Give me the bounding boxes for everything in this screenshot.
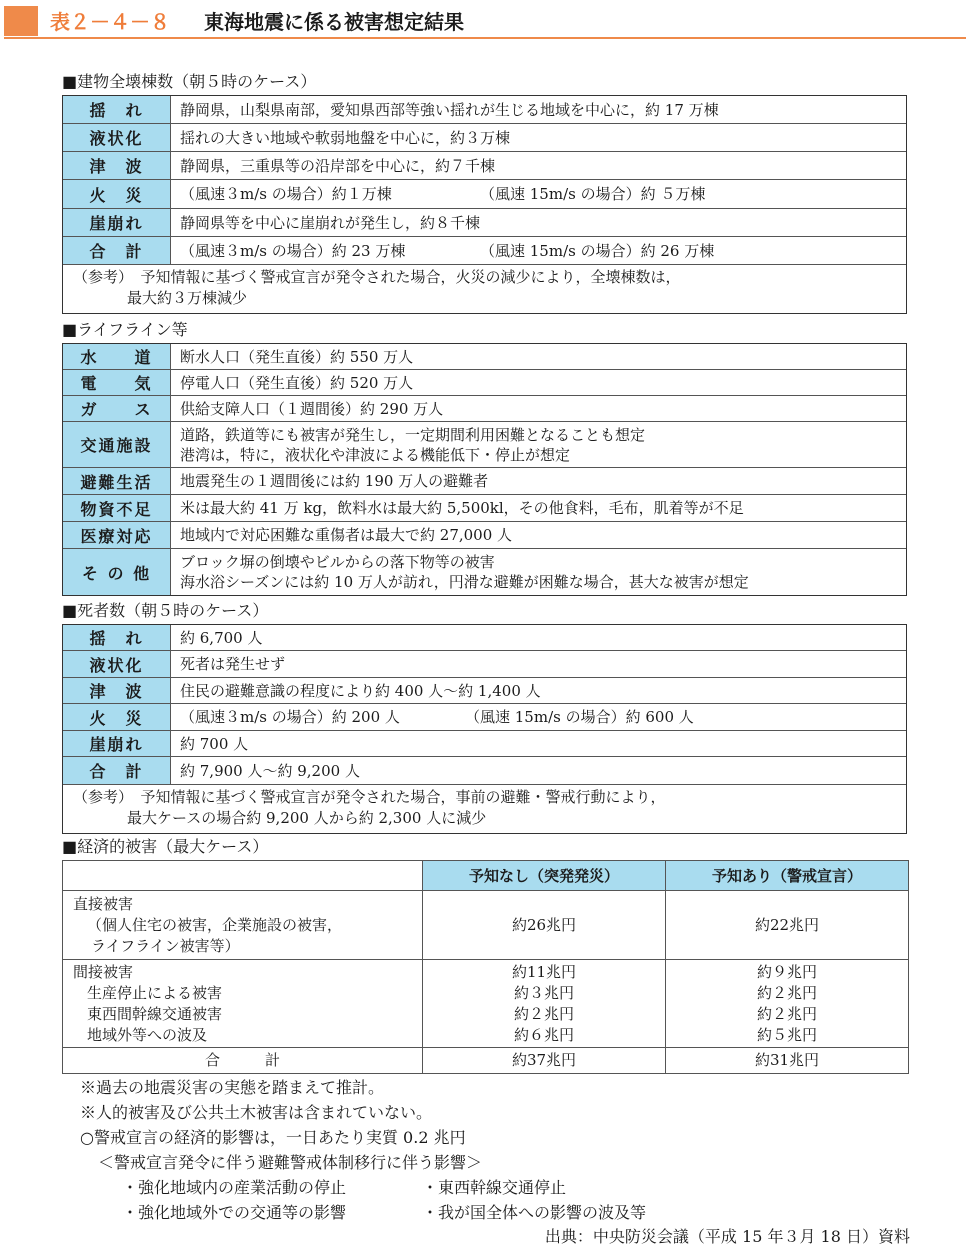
row-label: 津 波 [63, 152, 171, 179]
row-value: 地震発生の１週間後には約 190 万人の避難者 [180, 472, 489, 490]
economic-table [62, 860, 909, 1074]
economic-heading: ■経済的被害（最大ケース） [62, 837, 269, 856]
table-row [63, 152, 906, 180]
table-row [63, 422, 906, 468]
table-row [63, 891, 909, 960]
value-line: 約３兆円 [513, 983, 574, 1002]
row-value: 約 700 人 [180, 734, 249, 753]
row-label: 交通施設 [63, 422, 171, 467]
note-line: 最大約３万棟減少 [127, 289, 248, 307]
value-fast-wind: （風速 15m/s の場合）約 ５万棟 [480, 185, 706, 203]
row-label: 物資不足 [63, 495, 171, 521]
bullet-item: ・強化地域内の産業活動の停止 [122, 1178, 347, 1197]
value-line: 約５兆円 [756, 1025, 817, 1044]
direct-damage-title: 直接被害 [73, 894, 134, 913]
table-row [63, 757, 906, 785]
indirect-item: 東西間幹線交通被害 [87, 1004, 223, 1023]
table-row [63, 468, 906, 495]
title-bar [0, 0, 972, 40]
row-label: 液状化 [63, 124, 171, 151]
note-line: 最大ケースの場合約 9,200 人から約 2,300 人に減少 [127, 809, 487, 827]
value-line: 海水浴シーズンには約 10 万人が訪れ，円滑な避難が困難な場合，甚大な被害が想定 [180, 573, 749, 591]
row-value: 死者は発生せず [180, 655, 286, 673]
row-value [171, 549, 906, 595]
value-cell: 約26兆円 [423, 891, 666, 960]
row-label: 液状化 [63, 651, 171, 677]
total-value: 約37兆円 [423, 1048, 666, 1074]
value-cell [666, 960, 909, 1048]
row-label: 医療対応 [63, 522, 171, 548]
row-label: 火 災 [63, 180, 171, 208]
value-slow-wind: （風速３m/s の場合）約 200 人 [180, 708, 400, 726]
direct-damage-cell [63, 891, 423, 960]
row-value: 停電人口（発生直後）約 520 万人 [180, 373, 414, 392]
value-line: 約２兆円 [756, 983, 817, 1002]
deaths-table [62, 624, 907, 834]
value-line: 約９兆円 [756, 962, 817, 981]
deaths-heading: ■死者数（朝５時のケース） [62, 601, 269, 620]
value-line: 道路，鉄道等にも被害が発生し，一定期間利用困難となることも想定 [180, 425, 646, 444]
value-line: 約２兆円 [756, 1004, 817, 1023]
row-value: 住民の避難意識の程度により約 400 人～約 1,400 人 [180, 681, 541, 700]
table-row [63, 731, 906, 757]
row-label: 崖崩れ [63, 731, 171, 756]
table-row [63, 96, 906, 124]
value-line: 港湾は，特に，液状化や津波による機能低下・停止が想定 [180, 445, 571, 464]
row-label: 避難生活 [63, 468, 171, 494]
table-row [63, 960, 909, 1048]
title-marker [4, 6, 38, 36]
total-value: 約31兆円 [666, 1048, 909, 1074]
bullet-item: ・東西幹線交通停止 [422, 1178, 567, 1197]
note-line: （参考） 予知情報に基づく警戒宣言が発令された場合，火災の減少により，全壊棟数は， [73, 268, 681, 286]
value-line: 約11兆円 [511, 962, 577, 981]
table-row [63, 522, 906, 549]
row-label: 揺 れ [63, 96, 171, 123]
row-value [171, 237, 906, 264]
table-row [63, 344, 906, 370]
source-citation: 出典：中央防災会議（平成 15 年３月 18 日）資料 [544, 1227, 910, 1246]
table-row [63, 180, 906, 209]
table-row [63, 209, 906, 237]
bullet-item: ・強化地域外での交通等の影響 [122, 1203, 347, 1222]
table-row [63, 396, 906, 422]
row-label: 電 気 [63, 370, 171, 395]
value-fast-wind: （風速 15m/s の場合）約 26 万棟 [480, 241, 715, 260]
row-label: 火 災 [63, 704, 171, 730]
row-label: 津 波 [63, 678, 171, 703]
table-row [63, 678, 906, 704]
total-label: 合 計 [63, 1048, 423, 1074]
value-slow-wind: （風速３m/s の場合）約１万棟 [180, 185, 392, 203]
row-label: 崖崩れ [63, 209, 171, 236]
row-value: 静岡県等を中心に崖崩れが発生し，約８千棟 [180, 213, 481, 232]
note-line: （参考） 予知情報に基づく警戒宣言が発令された場合，事前の避難・警戒行動により， [73, 788, 666, 806]
lifeline-table [62, 343, 907, 596]
row-value: 供給支障人口（１週間後）約 290 万人 [180, 399, 444, 418]
row-label: そ の 他 [63, 549, 171, 595]
page-title: 東海地震に係る被害想定結果 [204, 10, 464, 34]
bullet-item: ・我が国全体への影響の波及等 [422, 1203, 647, 1222]
value-slow-wind: （風速３m/s の場合）約 23 万棟 [180, 241, 406, 260]
indirect-damage-title: 間接被害 [73, 962, 134, 981]
table-row [63, 625, 906, 651]
table-total-row [63, 1048, 909, 1074]
row-value: 米は最大約 41 万 kg，飲料水は最大約 5,500kl，その他食料，毛布，肌着等が不足 [180, 499, 744, 517]
table-header-row [63, 861, 909, 891]
column-header-no-forecast: 予知なし（突発発災） [423, 861, 666, 891]
row-value: 約 6,700 人 [180, 628, 263, 647]
table-row [63, 237, 906, 265]
footnote: ○警戒宣言の経済的影響は，一日あたり実質 0.2 兆円 [80, 1128, 466, 1147]
footnote: ※人的被害及び公共土木被害は含まれていない。 [80, 1103, 433, 1122]
indirect-item: 地域外等への波及 [87, 1025, 208, 1044]
buildings-heading: ■建物全壊棟数（朝５時のケース） [62, 72, 317, 91]
header-blank [63, 861, 423, 891]
row-label: 合 計 [63, 237, 171, 264]
footnote: ＜警戒宣言発令に伴う避難警戒体制移行に伴う影響＞ [98, 1153, 483, 1172]
row-label: 揺 れ [63, 625, 171, 650]
row-value [171, 704, 906, 730]
table-row [63, 370, 906, 396]
indirect-item: 生産停止による被害 [87, 983, 223, 1002]
footnote: ※過去の地震災害の実態を踏まえて推計。 [80, 1078, 385, 1097]
title-underline [4, 37, 966, 39]
value-line: 約６兆円 [513, 1025, 574, 1044]
row-label: ガ ス [63, 396, 171, 421]
reference-note [63, 265, 906, 313]
row-value: 静岡県，三重県等の沿岸部を中心に，約７千棟 [180, 156, 496, 175]
row-label: 合 計 [63, 757, 171, 784]
table-row [63, 651, 906, 678]
buildings-table [62, 95, 907, 314]
direct-damage-sub: ライフライン被害等） [91, 936, 240, 955]
value-cell: 約22兆円 [666, 891, 909, 960]
row-value [171, 422, 906, 467]
value-cell [423, 960, 666, 1048]
table-row [63, 495, 906, 522]
table-row [63, 549, 906, 595]
lifeline-heading: ■ライフライン等 [62, 320, 188, 339]
row-label: 水 道 [63, 344, 171, 369]
row-value: 揺れの大きい地域や軟弱地盤を中心に，約３万棟 [180, 128, 511, 147]
value-line: ブロック塀の倒壊やビルからの落下物等の被害 [180, 553, 495, 571]
indirect-damage-cell [63, 960, 423, 1048]
row-value: 断水人口（発生直後）約 550 万人 [180, 347, 414, 366]
column-header-forecast: 予知あり（警戒宣言） [666, 861, 909, 891]
table-number: 表２－４－８ [50, 10, 170, 34]
table-row [63, 704, 906, 731]
row-value: 静岡県，山梨県南部，愛知県西部等強い揺れが生じる地域を中心に，約 17 万棟 [180, 100, 719, 119]
value-line: 約２兆円 [513, 1004, 574, 1023]
reference-note [63, 785, 906, 833]
direct-damage-sub: （個人住宅の被害，企業施設の被害， [87, 915, 343, 934]
value-fast-wind: （風速 15m/s の場合）約 600 人 [465, 708, 694, 726]
row-value [171, 180, 906, 208]
row-value: 約 7,900 人～約 9,200 人 [180, 761, 360, 780]
row-value: 地域内で対応困難な重傷者は最大で約 27,000 人 [180, 526, 513, 544]
table-row [63, 124, 906, 152]
